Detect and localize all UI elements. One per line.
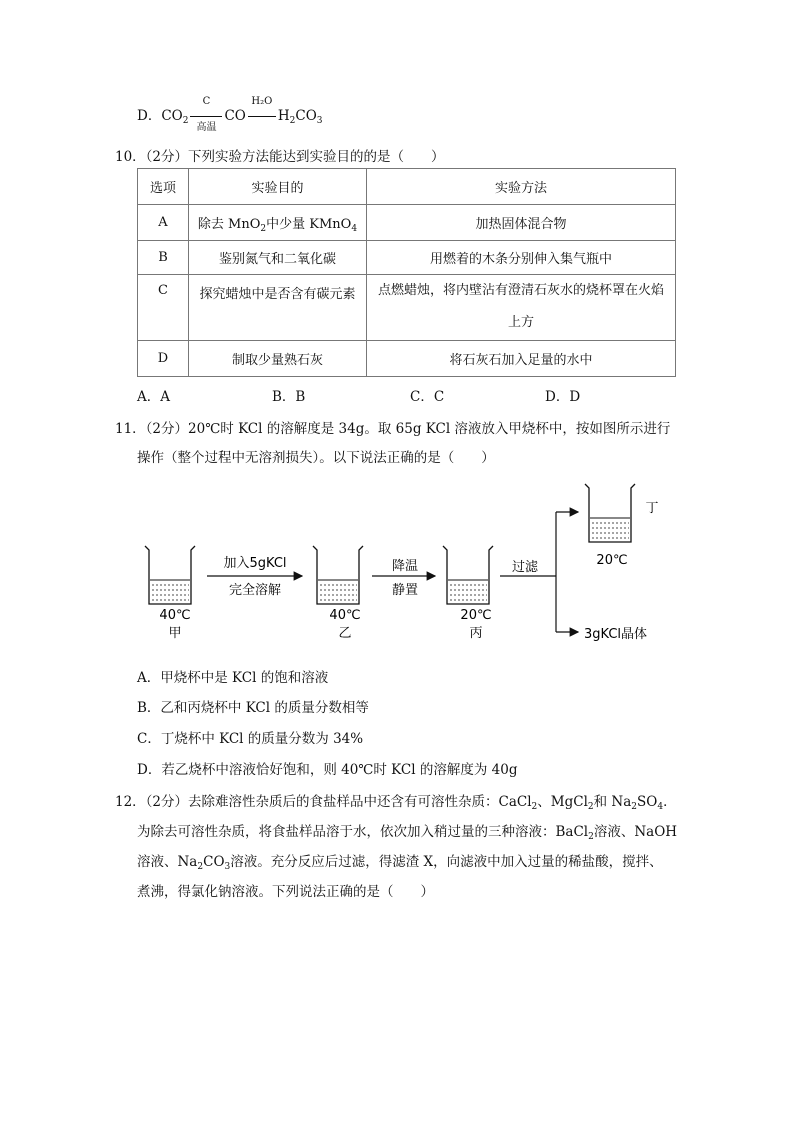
q10-choice-c: C．C: [410, 389, 445, 405]
table-header-row: [138, 169, 676, 205]
beaker-d-name: 丁: [645, 501, 659, 516]
q10-choice-a: A．A: [137, 389, 170, 405]
beaker-c-temp: 20℃: [460, 608, 492, 623]
q11-choice-d: D．若乙烧杯中溶液恰好饱和，则 40℃时 KCl 的溶解度为 40g: [137, 762, 518, 778]
q11-stem-line2: 操作（整个过程中无溶剂损失）。以下说法正确的是（ ）: [137, 450, 495, 466]
header-method: 实验方法: [367, 169, 676, 205]
q12-line1: 12．（2分）去除难溶性杂质后的食盐样品中还含有可溶性杂质：CaCl$_2$、MgCl$_2$和 $Na_2SO_4$．: [115, 794, 677, 812]
header-option: 选项: [138, 169, 189, 205]
option-letter: D．: [137, 108, 162, 124]
q12-line4: 煮沸，得氯化钠溶液。下列说法正确的是（ ）: [137, 884, 434, 900]
formula-h2co3: $H_2CO_3$: [277, 108, 323, 126]
q10-table: [137, 168, 676, 377]
q10-choice-b: B．B: [272, 389, 306, 405]
q10-stem: 10．（2分）下列实验方法能达到实验目的的是（ ）: [115, 149, 445, 165]
step1-top: 加入5gKCl: [223, 556, 287, 571]
beaker-b-name: 乙: [338, 626, 352, 641]
beaker-d-temp: 20℃: [596, 553, 628, 568]
q11-choice-c: C．丁烧杯中 KCl 的质量分数为 34%: [137, 731, 364, 747]
beaker-a-temp: 40℃: [159, 608, 191, 623]
q12-line3: 溶液、$Na_2CO_3$溶液。充分反应后过滤，得滤渣 X，向滤液中加入过量的稀盐酸，搅拌、: [137, 854, 663, 872]
q11-choice-a: A．甲烧杯中是 KCl 的饱和溶液: [137, 670, 329, 686]
q12-line2: 为除去可溶性杂质，将食盐样品溶于水，依次加入稍过量的三种溶液：BaCl$_2$溶液、NaOH: [137, 824, 678, 842]
beaker-c-name: 丙: [469, 626, 483, 641]
q10-choice-d: D．D: [545, 389, 581, 405]
q11-stem-line1: 11．（2分）20℃时 KCl 的溶解度是 34g。取 65g KCl 溶液放入甲烧杯中，按如图所示进行: [115, 421, 671, 437]
beaker-c: [443, 546, 493, 604]
table-row: D 制取少量熟石灰 将石灰石加入足量的水中: [138, 341, 676, 377]
step1-bottom: 完全溶解: [228, 583, 282, 598]
reaction-arrow-carbon: C 高温: [188, 106, 224, 120]
step2-bottom: 静置: [391, 583, 419, 598]
reaction-arrow-water: H₂O: [246, 106, 278, 120]
beaker-d: [585, 484, 635, 542]
crystal-label: 3gKCl晶体: [584, 627, 648, 642]
table-row: C 探究蜡烛中是否含有碳元素 点燃蜡烛，将内壁沾有澄清石灰水的烧杯罩在火焰 上方: [138, 275, 676, 341]
beaker-a: [145, 546, 195, 604]
q9-option-d: [137, 96, 323, 133]
beaker-b: [313, 546, 363, 604]
table-row: A 除去 MnO$_2$中少量 KMnO$_4$ 加热固体混合物: [138, 205, 676, 241]
formula-co2: $CO_2$: [161, 108, 189, 126]
header-purpose: 实验目的: [189, 169, 367, 205]
step3-label: 过滤: [511, 560, 539, 575]
q11-choice-b: B．乙和丙烧杯中 KCl 的质量分数相等: [137, 700, 369, 716]
step2-top: 降温: [391, 559, 419, 574]
beaker-a-name: 甲: [168, 626, 182, 641]
dissolution-process-diagram: [0, 470, 794, 650]
purpose-a: 除去 MnO$_2$中少量 KMnO$_4$: [189, 205, 367, 241]
formula-co: CO: [224, 108, 246, 124]
table-row: B 鉴别氮气和二氧化碳 用燃着的木条分别伸入集气瓶中: [138, 241, 676, 275]
beaker-b-temp: 40℃: [329, 608, 361, 623]
